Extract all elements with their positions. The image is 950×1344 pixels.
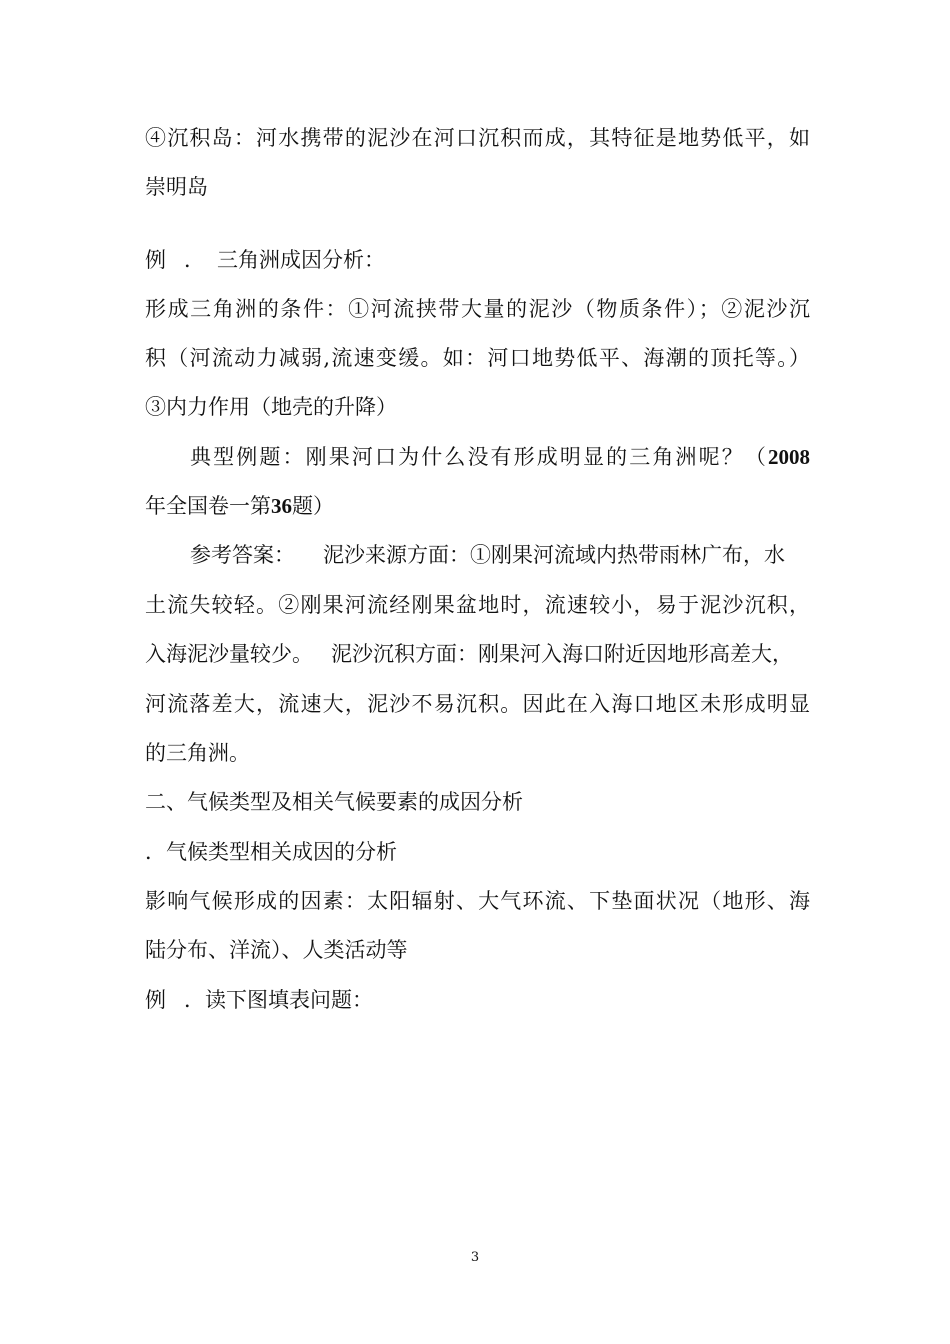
example-label-2: 例	[145, 988, 166, 1012]
example-title: 三角洲成因分析：	[217, 248, 385, 272]
example-map-instruction: ．读下图填表问题：	[184, 988, 373, 1012]
exam-year: 2008	[768, 445, 810, 469]
typical-question-line1	[190, 442, 810, 472]
example-heading-delta	[145, 245, 810, 275]
answer-sediment-deposition: 泥沙沉积方面：刚果河入海口附近因地形高差大，	[331, 642, 793, 666]
climate-factors-line2: 陆分布、洋流）、人类活动等	[145, 938, 408, 962]
climate-factors-line1: 影响气候形成的因素：太阳辐射、大气环流、下垫面状况（地形、海	[145, 889, 810, 913]
subheading-climate-causes: ．气候类型相关成因的分析	[145, 840, 397, 864]
delta-conditions-line2: 积（河流动力减弱,流速变缓。如：河口地势低平、海潮的顶托等。）	[145, 346, 810, 370]
delta-conditions-line3: ③内力作用（地壳的升降）	[145, 395, 397, 419]
page-number: 3	[470, 1250, 480, 1265]
answer-label: 参考答案：	[190, 543, 295, 567]
answer-sediment-low: 入海泥沙量较少。	[145, 642, 313, 666]
example-label: 例	[145, 248, 166, 272]
answer-sediment-source: 泥沙来源方面：①刚果河流域内热带雨林广布，水	[323, 543, 785, 567]
example-dot: ．	[184, 248, 205, 272]
delta-conditions-line1: 形成三角洲的条件：①河流挟带大量的泥沙（物质条件）；②泥沙沉	[145, 297, 810, 321]
answer-line2: 土流失较轻。②刚果河流经刚果盆地时，流速较小，易于泥沙沉积，	[145, 593, 810, 617]
typical-question-line2	[145, 491, 810, 521]
example-heading-map	[145, 985, 810, 1015]
exam-source-end: 题）	[292, 494, 334, 518]
answer-line4: 河流落差大，流速大，泥沙不易沉积。因此在入海口地区未形成明显	[145, 692, 810, 716]
question-number: 36	[271, 494, 292, 518]
answer-line3	[145, 639, 810, 669]
answer-line5: 的三角洲。	[145, 741, 250, 765]
paragraph-deposition-island-line1: ④沉积岛：河水携带的泥沙在河口沉积而成，其特征是地势低平，如	[145, 126, 810, 150]
typical-question-text: 典型例题：刚果河口为什么没有形成明显的三角洲呢？（	[190, 445, 768, 469]
paragraph-deposition-island-line2: 崇明岛	[145, 175, 208, 199]
exam-source-text: 年全国卷一第	[145, 494, 271, 518]
section-heading-climate: 二、气候类型及相关气候要素的成因分析	[145, 790, 523, 814]
answer-line1	[190, 540, 810, 570]
